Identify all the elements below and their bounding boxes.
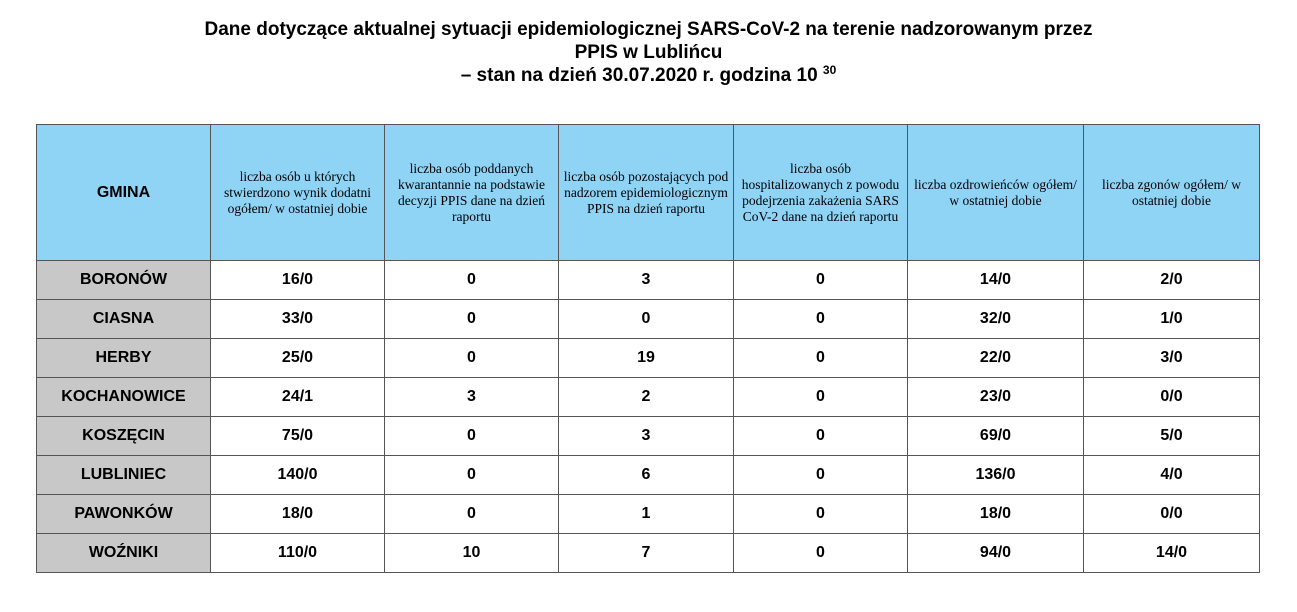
- column-header-gmina: GMINA: [37, 125, 211, 261]
- table-row: [37, 339, 1260, 378]
- positive-cases-cell: 33/0: [211, 300, 385, 339]
- gmina-name: PAWONKÓW: [37, 495, 211, 534]
- table-row: [37, 534, 1260, 573]
- positive-cases-cell: 24/1: [211, 378, 385, 417]
- positive-cases-cell: 25/0: [211, 339, 385, 378]
- page-title: [0, 18, 1297, 87]
- quarantine-cell: 0: [385, 300, 559, 339]
- recovered-cell: 69/0: [908, 417, 1084, 456]
- quarantine-cell: 0: [385, 339, 559, 378]
- hospitalized-cell: 0: [734, 378, 908, 417]
- recovered-cell: 18/0: [908, 495, 1084, 534]
- hospitalized-cell: 0: [734, 300, 908, 339]
- recovered-cell: 22/0: [908, 339, 1084, 378]
- deaths-cell: 3/0: [1084, 339, 1260, 378]
- supervision-cell: 3: [559, 417, 734, 456]
- supervision-cell: 1: [559, 495, 734, 534]
- positive-cases-cell: 18/0: [211, 495, 385, 534]
- table-row: [37, 261, 1260, 300]
- positive-cases-cell: 16/0: [211, 261, 385, 300]
- gmina-name: KOSZĘCIN: [37, 417, 211, 456]
- deaths-cell: 1/0: [1084, 300, 1260, 339]
- epidemiological-data-table: [36, 124, 1260, 573]
- quarantine-cell: 0: [385, 495, 559, 534]
- hospitalized-cell: 0: [734, 417, 908, 456]
- quarantine-cell: 10: [385, 534, 559, 573]
- title-line-3: [0, 64, 1297, 87]
- recovered-cell: 32/0: [908, 300, 1084, 339]
- deaths-cell: 4/0: [1084, 456, 1260, 495]
- title-line-3-text: – stan na dzień 30.07.2020 r. godzina 10: [460, 65, 818, 86]
- title-line-1: Dane dotyczące aktualnej sytuacji epidemiologicznej SARS-CoV-2 na terenie nadzorowanym przez: [204, 19, 1093, 40]
- gmina-name: LUBLINIEC: [37, 456, 211, 495]
- deaths-cell: 0/0: [1084, 495, 1260, 534]
- quarantine-cell: 3: [385, 378, 559, 417]
- table-row: [37, 300, 1260, 339]
- title-time-superscript: 30: [822, 63, 837, 77]
- gmina-name: WOŹNIKI: [37, 534, 211, 573]
- hospitalized-cell: 0: [734, 495, 908, 534]
- supervision-cell: 2: [559, 378, 734, 417]
- deaths-cell: 14/0: [1084, 534, 1260, 573]
- table-header-row: [37, 125, 1260, 261]
- quarantine-cell: 0: [385, 261, 559, 300]
- positive-cases-cell: 140/0: [211, 456, 385, 495]
- hospitalized-cell: 0: [734, 261, 908, 300]
- column-header-positive-cases: liczba osób u których stwierdzono wynik dodatni ogółem/ w ostatniej dobie: [211, 125, 385, 261]
- column-header-hospitalized: liczba osób hospitalizowanych z powodu podejrzenia zakażenia SARS CoV-2 dane na dzień raportu: [734, 125, 908, 261]
- column-header-supervision: liczba osób pozostających pod nadzorem epidemiologicznym PPIS na dzień raportu: [559, 125, 734, 261]
- positive-cases-cell: 110/0: [211, 534, 385, 573]
- recovered-cell: 94/0: [908, 534, 1084, 573]
- recovered-cell: 14/0: [908, 261, 1084, 300]
- table-row: [37, 417, 1260, 456]
- gmina-name: KOCHANOWICE: [37, 378, 211, 417]
- table-row: [37, 378, 1260, 417]
- title-line-2: PPIS w Lublińcu: [574, 42, 723, 63]
- positive-cases-cell: 75/0: [211, 417, 385, 456]
- hospitalized-cell: 0: [734, 534, 908, 573]
- table-row: [37, 495, 1260, 534]
- supervision-cell: 7: [559, 534, 734, 573]
- quarantine-cell: 0: [385, 456, 559, 495]
- recovered-cell: 136/0: [908, 456, 1084, 495]
- quarantine-cell: 0: [385, 417, 559, 456]
- recovered-cell: 23/0: [908, 378, 1084, 417]
- column-header-deaths: liczba zgonów ogółem/ w ostatniej dobie: [1084, 125, 1260, 261]
- table-row: [37, 456, 1260, 495]
- column-header-recovered: liczba ozdrowieńców ogółem/ w ostatniej dobie: [908, 125, 1084, 261]
- hospitalized-cell: 0: [734, 456, 908, 495]
- hospitalized-cell: 0: [734, 339, 908, 378]
- gmina-name: CIASNA: [37, 300, 211, 339]
- deaths-cell: 5/0: [1084, 417, 1260, 456]
- deaths-cell: 0/0: [1084, 378, 1260, 417]
- gmina-name: HERBY: [37, 339, 211, 378]
- gmina-name: BORONÓW: [37, 261, 211, 300]
- supervision-cell: 19: [559, 339, 734, 378]
- supervision-cell: 6: [559, 456, 734, 495]
- supervision-cell: 3: [559, 261, 734, 300]
- deaths-cell: 2/0: [1084, 261, 1260, 300]
- column-header-quarantine: liczba osób poddanych kwarantannie na podstawie decyzji PPIS dane na dzień raportu: [385, 125, 559, 261]
- supervision-cell: 0: [559, 300, 734, 339]
